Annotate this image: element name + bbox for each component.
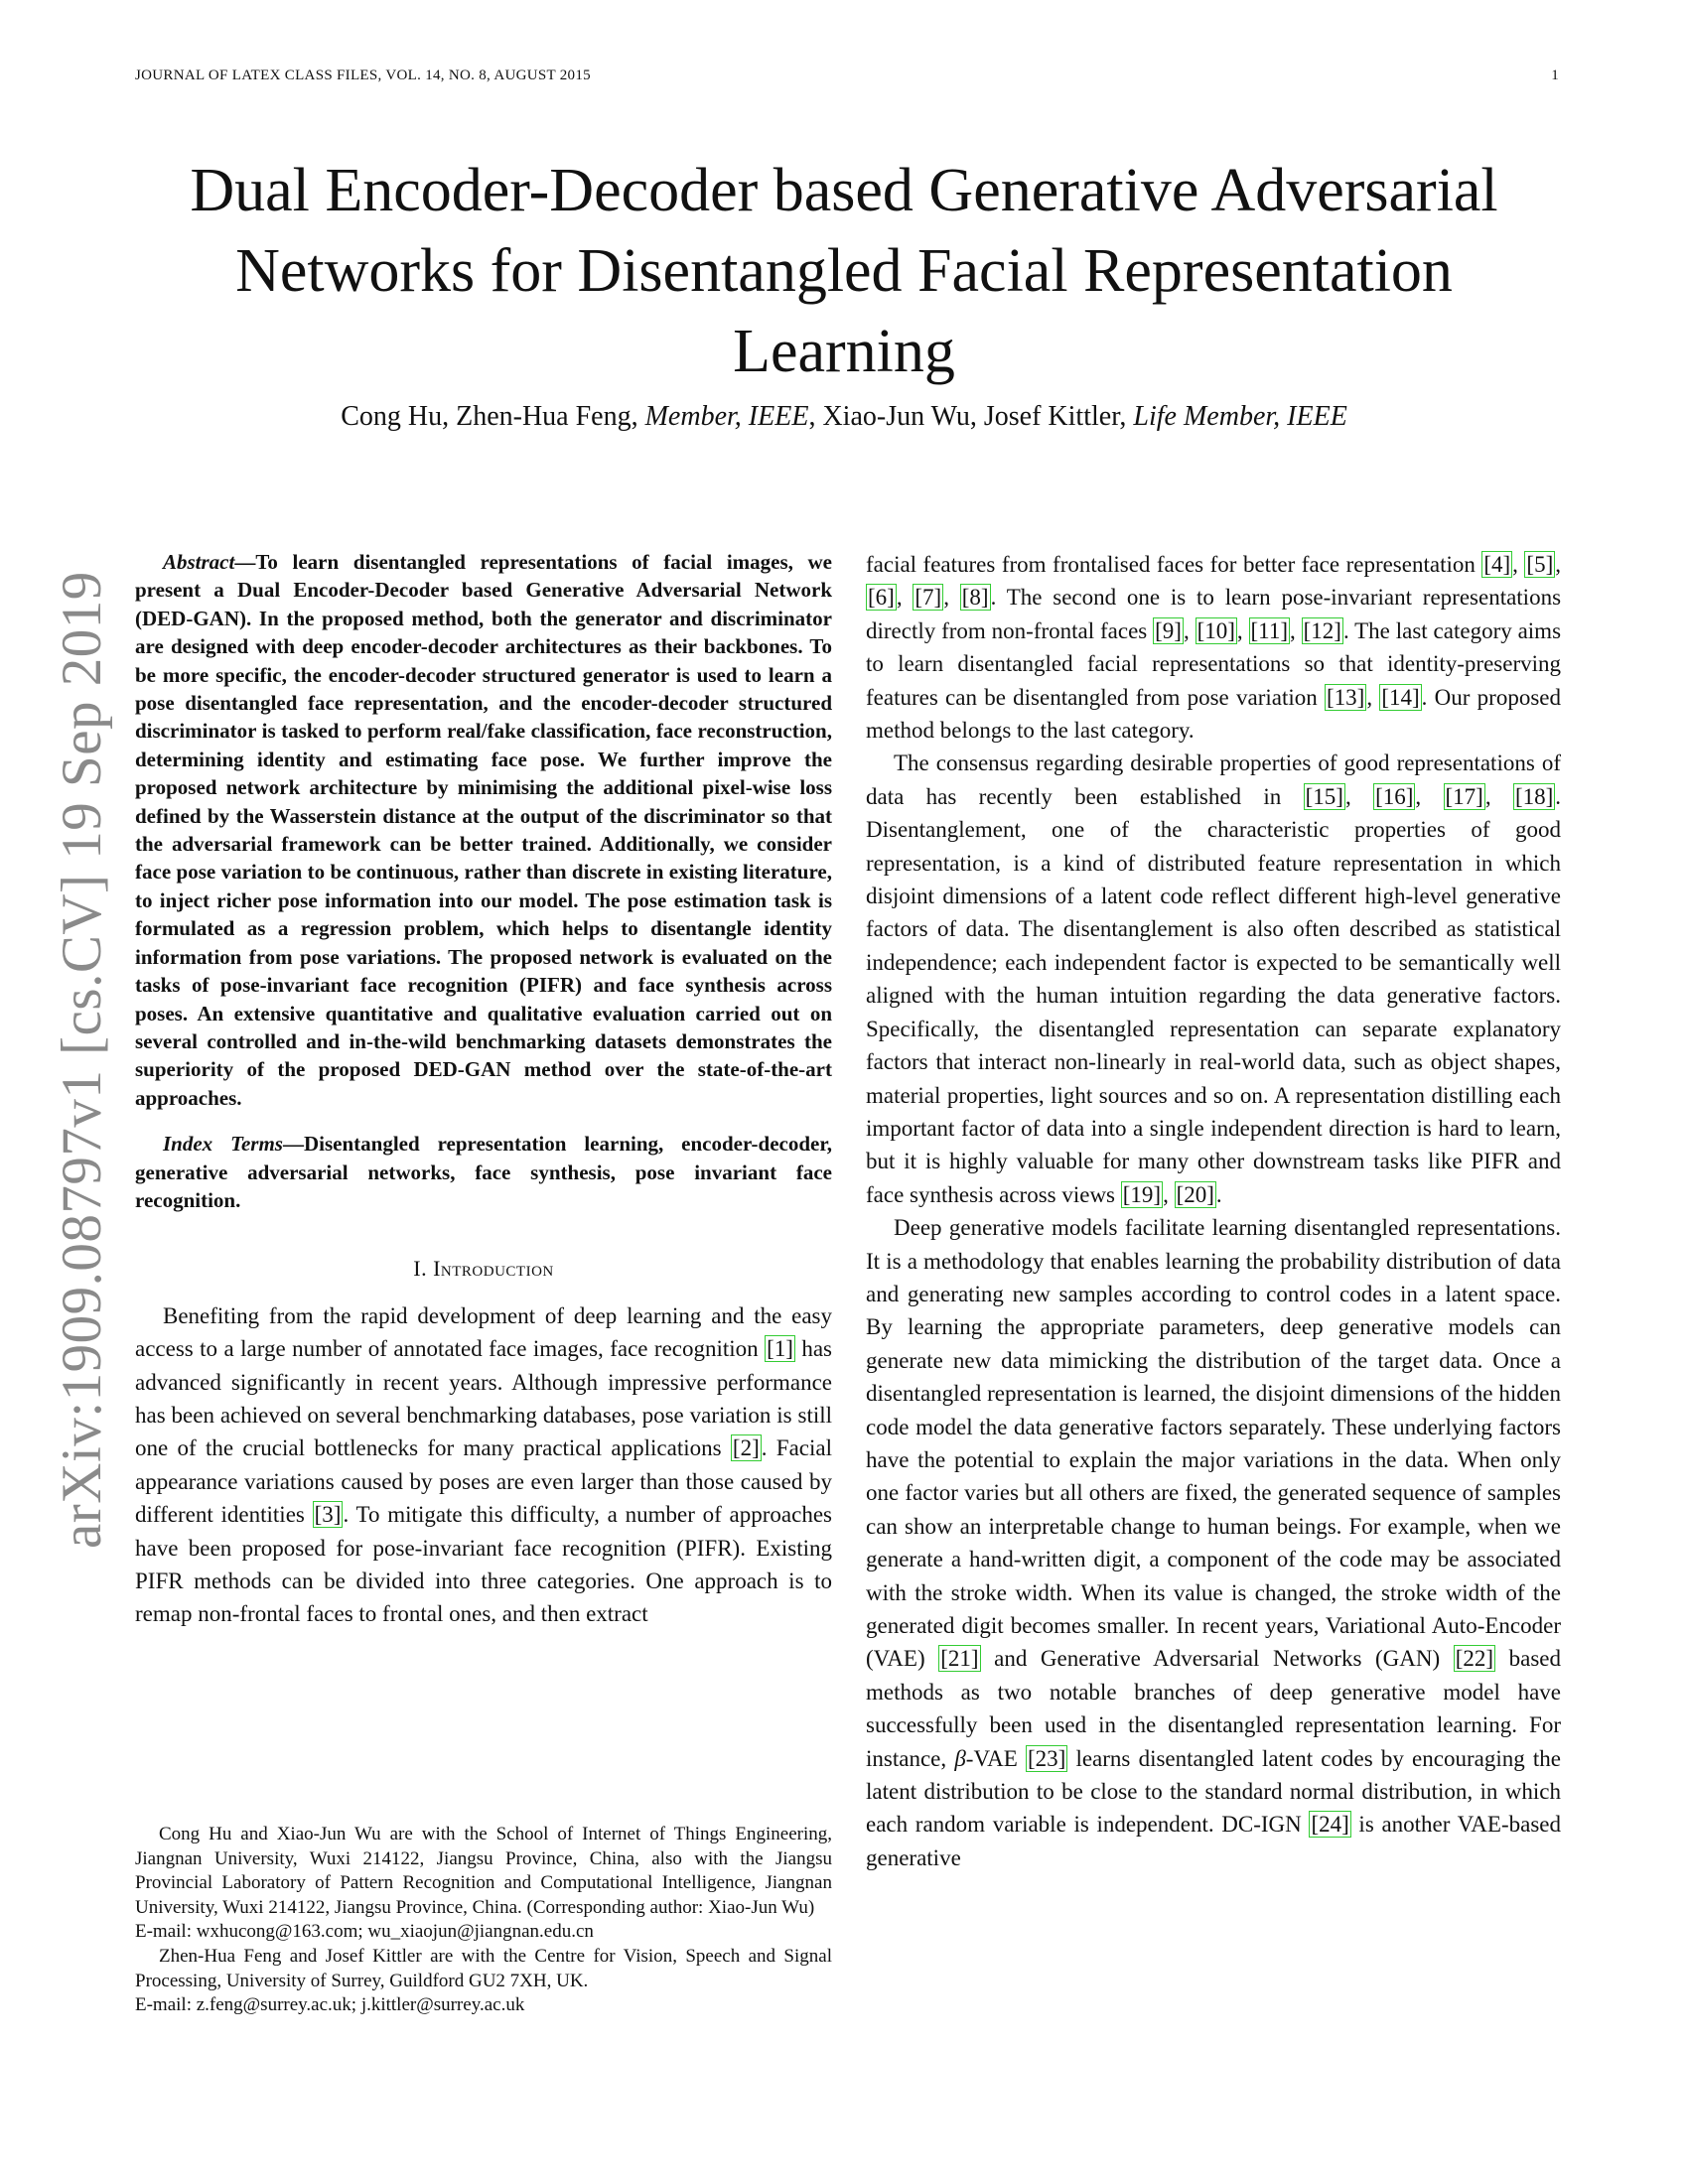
text-run: . xyxy=(1215,1181,1222,1207)
authors-part-1: Cong Hu, Zhen-Hua Feng, xyxy=(341,401,645,432)
paper-title: Dual Encoder-Decoder based Generative Adversarial Networks for Disentangled Facial Representation Learning xyxy=(190,157,1498,385)
citation-link[interactable]: [14] xyxy=(1381,684,1420,710)
text-run: . Disentanglement, one of the characteristic properties of good representation, is a kind of distributed feature representation in which disjoint dimensions of a latent code reflect different high-level generative factors of data. The disentanglement is also often described as statistical independence; each independent factor is expected to be semantically well aligned with the human intuition regarding the data generative factors. Specifically, the disentangled representation can separate explanatory factors that interact non-linearly in real-world data, such as object shapes, material properties, light sources and so on. A representation distilling each important factor of data into a single independent direction is hard to learn, but it is highly valuable for many other downstream tasks like PIFR and face synthesis across views xyxy=(866,783,1562,1207)
citation-link[interactable]: [23] xyxy=(1027,1745,1066,1771)
text-run: . Facial appearance variations caused by poses are even larger than those caused by different identities xyxy=(135,1435,833,1528)
footnote-affiliation-1: Cong Hu and Xiao-Jun Wu are with the School of Internet of Things Engineering, Jiangnan University, Wuxi 214122, Jiangsu Province, China, also with the Jiangsu Provincial Laboratory of Pattern Recognition and Computational Intelligence, Jiangnan University, Wuxi 214122, Jiangsu Province, China. (Corresponding author: Xiao-Jun Wu) xyxy=(135,1824,832,1918)
citation-link[interactable]: [15] xyxy=(1305,783,1343,809)
citation-link[interactable]: [5] xyxy=(1526,552,1554,577)
citation-link[interactable]: [8] xyxy=(961,585,989,611)
text-run: Deep generative models facilitate learning disentangled representations. It is a methodology that enables learning the probability distribution of data and generating new samples according to control codes in a latent space. By learning the appropriate parameters, deep generative models can generate new data mimicking the distribution of the target data. Once a disentangled representation is learned, the disjoint dimensions of the hidden code model the data generative factors separately. These underlying factors have the potential to explain the major variations in the data. When only one factor varies but all others are fixed, the generated sequence of samples can show an interpretable change to human beings. For example, when we generate a hand-written digit, a component of the code may be associated with the stroke width. When its value is changed, the stroke width of the generated digit becomes smaller. In recent years, Variational Auto-Encoder (VAE) xyxy=(866,1215,1561,1672)
authors-part-2: , Xiao-Jun Wu, Josef Kittler, xyxy=(808,401,1134,432)
intro-paragraph-2: facial features from frontalised faces for better face representation [4], [5], [6], [7], [8]. The second one is to learn pose-invariant representations directly from non-frontal faces [9], [10], [11], [12]. The last category aims to learn disentangled facial representations so that identity-preserving features can be disentangled from pose variation [13], [14]. Our proposed method belongs to the last category. xyxy=(866,552,1562,744)
arxiv-stamp: arXiv:1909.08797v1 [cs.CV] 19 Sep 2019 xyxy=(51,571,113,1549)
section-numeral: I. xyxy=(413,1256,434,1282)
citation-link[interactable]: [3] xyxy=(314,1502,342,1528)
journal-name: JOURNAL OF LATEX CLASS FILES, VOL. 14, NO. 8, AUGUST 2015 xyxy=(135,68,591,83)
footnote-email-1: E-mail: wxhucong@163.com; wu_xiaojun@jiangnan.edu.cn xyxy=(135,1921,594,1943)
abstract-text: —To learn disentangled representations of facial images, we present a Dual Encoder-Decoder based Generative Adversarial Network (DED-GAN). In the proposed method, both the generator and discriminator are designed with deep encoder-decoder architectures as their backbones. To be more specific, the encoder-decoder structured generator is used to learn a pose disentangled face representation, and the encoder-decoder structured discriminator is tasked to perform real/fake classification, face reconstruction, determining identity and estimating face pose. We further improve the proposed network architecture by minimising the additional pixel-wise loss defined by the Wasserstein distance at the output of the discriminator so that the adversarial framework can be better trained. Additionally, we consider face pose variation to be continuous, rather than discrete in existing literature, to inject richer pose information into our model. The pose estimation task is formulated as a regression problem, which helps to disentangle identity information from pose variations. The proposed network is evaluated on the tasks of pose-invariant face recognition (PIFR) and face synthesis across poses. An extensive quantitative and qualitative evaluation carried out on several controlled and in-the-wild benchmarking datasets demonstrates the superiority of the proposed DED-GAN method over the state-of-the-art approaches. xyxy=(135,550,832,1110)
intro-paragraph-3: The consensus regarding desirable properties of good representations of data has recently been established in [15], [16], [17], [18]. Disentanglement, one of the characteristic properties of good representation, is a kind of distributed feature representation in which disjoint dimensions of a latent code reflect different high-level generative factors of data. The disentanglement is also often described as statistical independence; each independent factor is expected to be semantically well aligned with the human intuition regarding the data generative factors. Specifically, the disentangled representation can separate explanatory factors that interact non-linearly in real-world data, such as object shapes, material properties, light sources and so on. A representation distilling each important factor of data into a single independent direction is hard to learn, but it is highly valuable for many other downstream tasks like PIFR and face synthesis across views [19], [20]. xyxy=(866,751,1562,1207)
citation-link[interactable]: [13] xyxy=(1327,684,1365,710)
abstract xyxy=(135,548,832,1112)
left-column xyxy=(135,548,832,1631)
footnote-email-2: E-mail: z.feng@surrey.ac.uk; j.kittler@surrey.ac.uk xyxy=(135,1994,525,2016)
text-run: . The last category aims to learn disentangled facial representations so that identity-preserving features can be disentangled from pose variation xyxy=(866,617,1562,710)
right-column xyxy=(866,548,1561,1874)
citation-link[interactable]: [20] xyxy=(1176,1181,1214,1207)
text-run: facial features from frontalised faces for better face representation xyxy=(866,552,1482,577)
citation-link[interactable]: [10] xyxy=(1196,617,1235,643)
citation-link[interactable]: [12] xyxy=(1303,617,1341,643)
text-run: . Our proposed method belongs to the last category. xyxy=(866,684,1561,744)
intro-paragraph-1 xyxy=(135,1299,832,1631)
citation-link[interactable]: [6] xyxy=(868,585,895,611)
citation-link[interactable]: [16] xyxy=(1375,783,1414,809)
section-name: Introduction xyxy=(433,1256,554,1282)
index-terms xyxy=(135,1130,832,1214)
index-terms-text: —Disentangled representation learning, encoder-decoder, generative adversarial networks, face synthesis, pose invariant face recognition. xyxy=(135,1132,832,1212)
citation-link[interactable]: [17] xyxy=(1445,783,1483,809)
citation-link[interactable]: [24] xyxy=(1311,1812,1349,1838)
citation-link[interactable]: [2] xyxy=(732,1435,760,1461)
intro-paragraph-4 xyxy=(866,1211,1561,1874)
page-number: 1 xyxy=(1551,68,1559,83)
text-run: learns disentangled latent codes by encouraging the latent distribution to be close to the standard normal distribution, in which each random variable is independent. DC-IGN xyxy=(866,1745,1561,1838)
citation-link[interactable]: [11] xyxy=(1250,617,1288,643)
citation-link[interactable]: [7] xyxy=(914,585,942,611)
footnotes xyxy=(135,1823,832,2018)
text-run: -VAE xyxy=(965,1745,1026,1771)
beta-symbol: β xyxy=(954,1745,966,1771)
author-list xyxy=(135,401,1553,433)
text-run: is another VAE-based generative xyxy=(866,1812,1561,1870)
text-run: based methods as two notable branches of deep generative model have successfully been used in the disentangled representation learning. For instance, xyxy=(866,1646,1562,1771)
text-run: Benefiting from the rapid development of deep learning and the easy access to a large number of annotated face images, face recognition xyxy=(135,1302,832,1362)
text-run: and Generative Adversarial Networks (GAN) xyxy=(980,1646,1454,1672)
citation-link[interactable]: [9] xyxy=(1155,617,1182,643)
citation-link[interactable]: [18] xyxy=(1514,783,1554,809)
text-run: . To mitigate this difficulty, a number of approaches have been proposed for pose-invariant face recognition (PIFR). Existing PIFR methods can be divided into three categories. One approach is to remap non-frontal faces to frontal ones, and then extract xyxy=(135,1502,833,1627)
footnote-affiliation-2: Zhen-Hua Feng and Josef Kittler are with the Centre for Vision, Speech and Signal Processing, University of Surrey, Guildford GU2 7XH, UK. xyxy=(135,1945,832,1991)
citation-link[interactable]: [19] xyxy=(1122,1181,1162,1207)
text-run: has advanced significantly in recent years. Although impressive performance has been achieved on several benchmarking databases, pose variation is still one of the crucial bottlenecks for many practical applications xyxy=(135,1336,832,1461)
citation-link[interactable]: [21] xyxy=(940,1646,979,1672)
citation-link[interactable]: [4] xyxy=(1483,552,1511,577)
citation-link[interactable]: [1] xyxy=(767,1336,793,1362)
author-role-life-member: Life Member, IEEE xyxy=(1133,401,1347,432)
text-run: . The second one is to learn pose-invariant representations directly from non-frontal faces xyxy=(866,585,1562,643)
section-heading-introduction xyxy=(135,1252,832,1285)
citation-link[interactable]: [22] xyxy=(1455,1646,1494,1672)
text-run: The consensus regarding desirable properties of good representations of data has recently been established in xyxy=(866,751,1561,809)
abstract-lead: Abstract xyxy=(163,550,235,574)
author-role-member: Member, IEEE xyxy=(644,401,809,432)
index-terms-lead: Index Terms xyxy=(163,1132,283,1157)
